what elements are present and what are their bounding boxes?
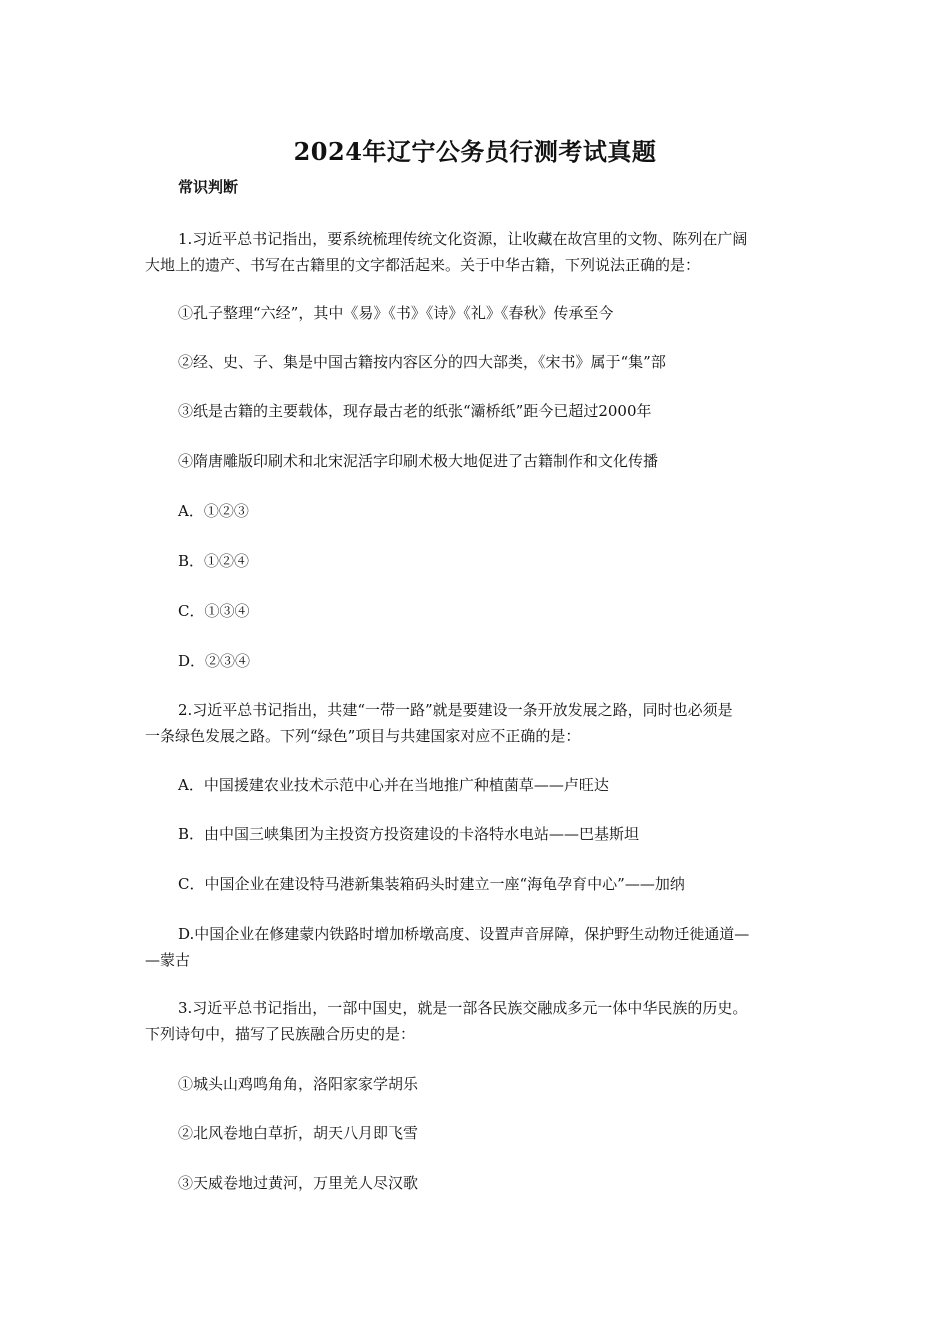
question-3-stem-line-1: 3.习近平总书记指出，一部中国史，就是一部各民族交融成多元一体中华民族的历史。 <box>178 999 748 1017</box>
question-2-option-d-line-2: —蒙古 <box>145 951 191 969</box>
question-3-stem-line-2: 下列诗句中，描写了民族融合历史的是： <box>145 1025 416 1043</box>
question-2-stem-line-2: 一条绿色发展之路。下列“绿色”项目与共建国家对应不正确的是： <box>145 727 581 745</box>
question-1-stem-line-1: 1.习近平总书记指出，要系统梳理传统文化资源，让收藏在故宫里的文物、陈列在广阔 <box>178 230 748 248</box>
question-3-statement-2: ②北风卷地白草折，胡天八月即飞雪 <box>178 1124 419 1142</box>
question-3-statement-3: ③天威卷地过黄河，万里羌人尽汉歌 <box>178 1174 419 1192</box>
question-1-statement-4: ④隋唐雕版印刷术和北宋泥活字印刷术极大地促进了古籍制作和文化传播 <box>178 452 659 470</box>
question-1-statement-2: ②经、史、子、集是中国古籍按内容区分的四大部类，《宋书》属于“集”部 <box>178 353 666 371</box>
question-1-stem-line-2: 大地上的遗产、书写在古籍里的文字都活起来。关于中华古籍，下列说法正确的是： <box>145 256 701 274</box>
question-3-statement-1: ①城头山鸡鸣角角，洛阳家家学胡乐 <box>178 1075 419 1093</box>
section-heading: 常识判断 <box>178 178 239 196</box>
page-title: 2024年辽宁公务员行测考试真题 <box>293 137 657 166</box>
question-2-option-b: B．由中国三峡集团为主投资方投资建设的卡洛特水电站——巴基斯坦 <box>178 825 640 843</box>
question-2-option-a: A．中国援建农业技术示范中心并在当地推广种植菌草——卢旺达 <box>178 776 609 794</box>
question-1-statement-3: ③纸是古籍的主要载体，现存最古老的纸张“灞桥纸”距今已超过2000年 <box>178 402 652 420</box>
question-1-statement-1: ①孔子整理“六经”，其中《易》《书》《诗》《礼》《春秋》传承至今 <box>178 304 614 322</box>
question-1-option-c: C．①③④ <box>178 602 250 620</box>
question-1-option-d: D．②③④ <box>178 652 251 670</box>
question-1-option-a: A．①②③ <box>178 502 249 520</box>
question-2-option-c: C．中国企业在建设特马港新集装箱码头时建立一座“海龟孕育中心”——加纳 <box>178 875 685 893</box>
question-2-option-d-line-1: D.中国企业在修建蒙内铁路时增加桥墩高度、设置声音屏障，保护野生动物迁徙通道— <box>178 925 750 943</box>
question-1-option-b: B．①②④ <box>178 552 250 570</box>
question-2-stem-line-1: 2.习近平总书记指出，共建“一带一路”就是要建设一条开放发展之路，同时也必须是 <box>178 701 733 719</box>
